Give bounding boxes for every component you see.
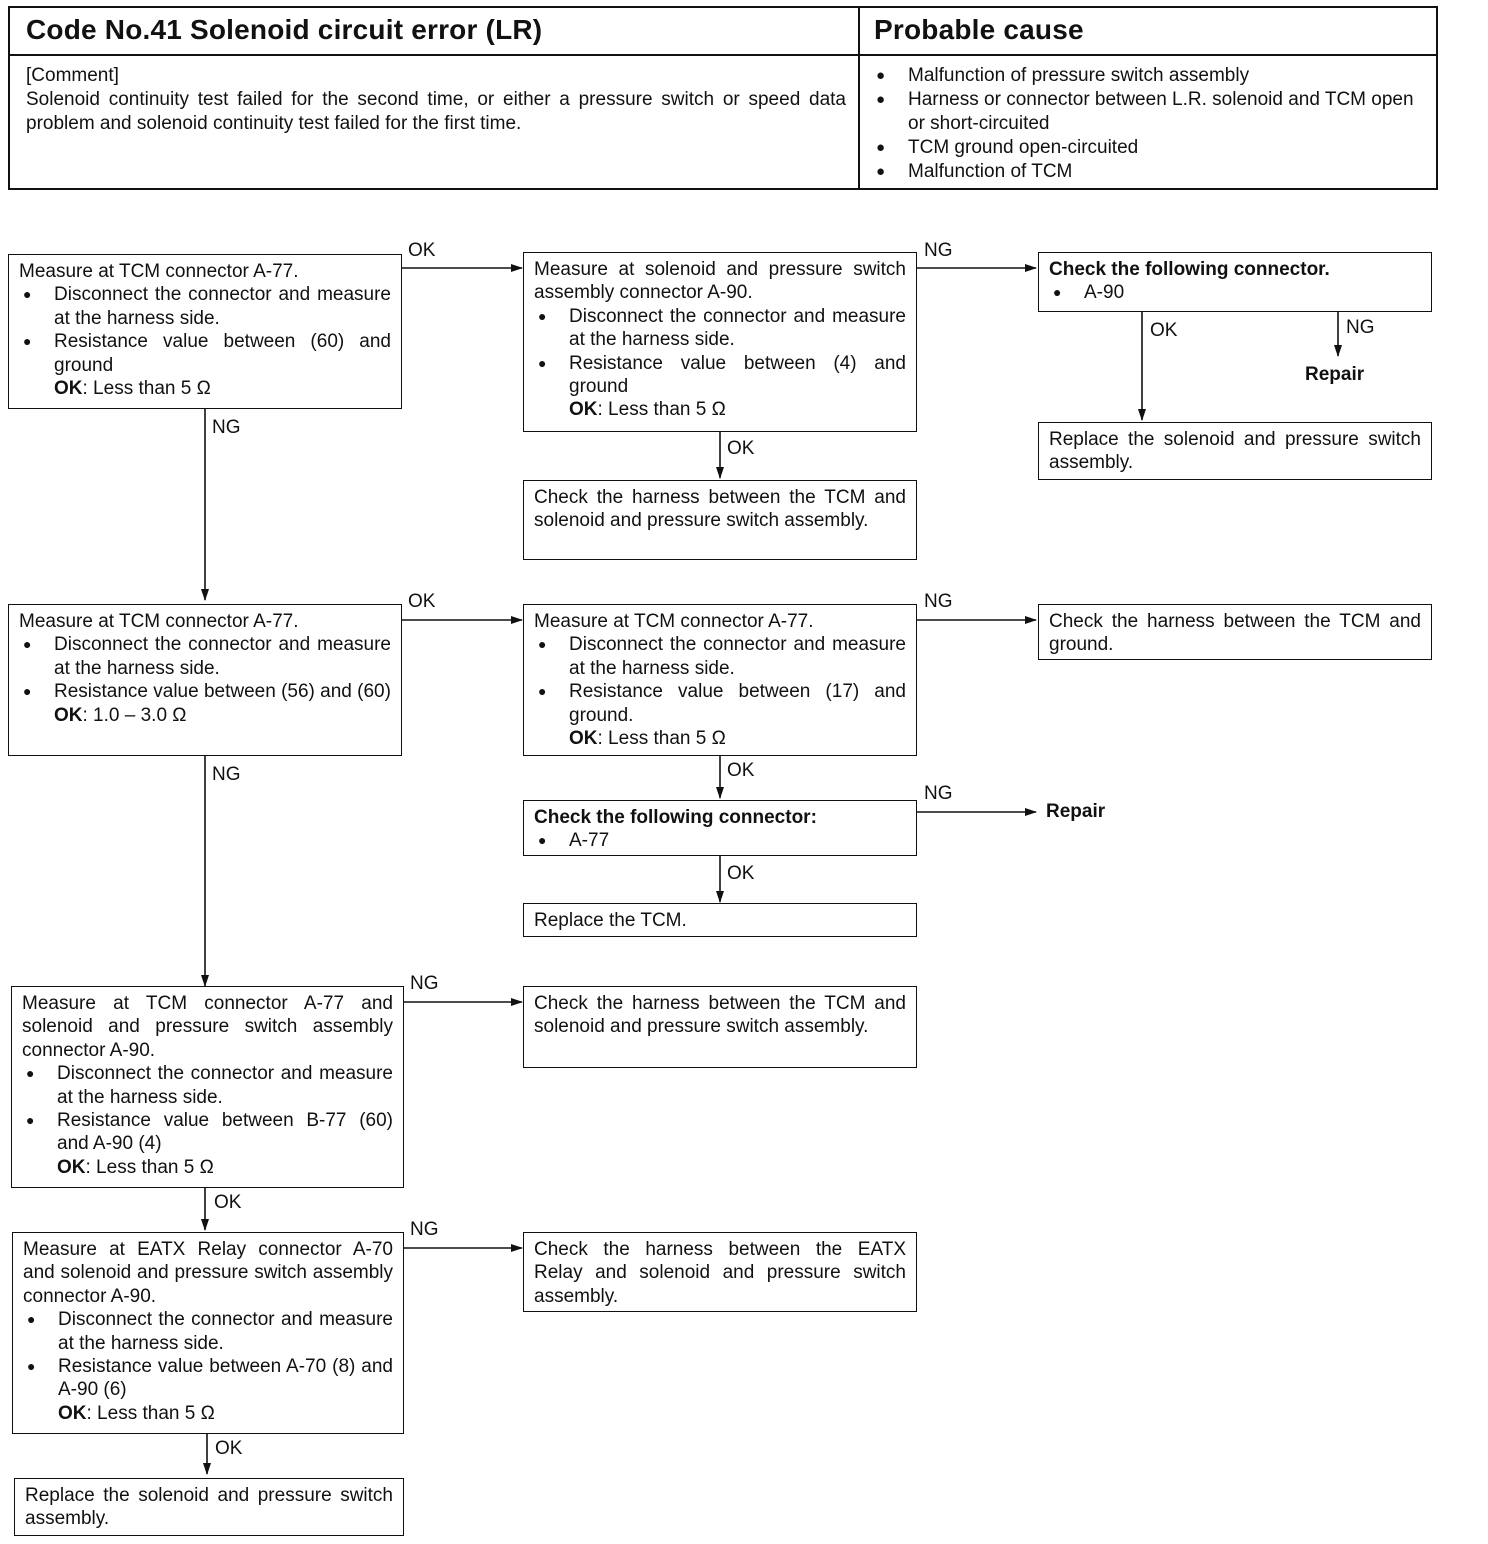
ok-label: OK	[58, 1402, 87, 1424]
probable-cause-list	[872, 64, 1432, 184]
step-bullet: ● Resistance value between (17) and ground.	[534, 680, 906, 727]
step-1-box	[8, 254, 402, 409]
step-bullet: ● A-77	[534, 829, 906, 852]
step-title: Measure at EATX Relay connector A-70 and solenoid and pressure switch assembly connector A-90.	[23, 1239, 393, 1307]
step-title: Measure at TCM connector A-77.	[19, 261, 299, 282]
ok-label: OK	[569, 728, 598, 750]
ok-criterion	[19, 704, 391, 727]
step-bullet: ● Resistance value between A-70 (8) and A-90 (6)	[23, 1355, 393, 1402]
branch-label-ng: NG	[212, 417, 241, 438]
step-13-box	[12, 1232, 404, 1434]
step-3-box	[1038, 252, 1432, 312]
step-text: Check the harness between the TCM and solenoid and pressure switch assembly.	[534, 993, 906, 1038]
step-11-box	[11, 986, 404, 1188]
step-title: Check the following connector.	[1049, 259, 1330, 280]
comment-label: [Comment]	[26, 65, 119, 86]
step-10-box	[523, 903, 917, 937]
step-text: Replace the solenoid and pressure switch assembly.	[25, 1485, 393, 1530]
ok-value: : Less than 5 Ω	[82, 378, 211, 400]
probable-cause-title: Probable cause	[874, 14, 1084, 45]
cause-item: ● Malfunction of pressure switch assembly	[872, 64, 1432, 88]
header-divider-horizontal	[10, 54, 1436, 56]
step-5-box	[523, 480, 917, 560]
branch-label-ok: OK	[215, 1438, 243, 1459]
cause-item: ● Harness or connector between L.R. solenoid and TCM open or short-circuited	[872, 88, 1432, 136]
step-14-box	[523, 1232, 917, 1312]
step-bullet: ● Resistance value between (60) and ground	[19, 330, 391, 377]
step-bullet: ● Disconnect the connector and measure at the harness side.	[534, 305, 906, 352]
step-7-box	[523, 604, 917, 756]
ok-label: OK	[54, 378, 83, 400]
branch-label-ok: OK	[214, 1192, 242, 1213]
step-bullet: ● Disconnect the connector and measure at the harness side.	[19, 633, 391, 680]
branch-label-ok: OK	[727, 863, 755, 884]
ok-label: OK	[569, 399, 598, 421]
ok-criterion	[534, 727, 906, 750]
ok-criterion	[22, 1156, 393, 1179]
ok-label: OK	[54, 704, 83, 726]
cause-item: ● TCM ground open-circuited	[872, 136, 1432, 160]
page-title: Code No.41 Solenoid circuit error (LR)	[26, 14, 543, 45]
step-15-box	[14, 1478, 404, 1536]
ok-value: : 1.0 – 3.0 Ω	[82, 704, 187, 726]
comment-section	[26, 64, 846, 136]
branch-label-ng: NG	[212, 764, 241, 785]
repair-label: Repair	[1046, 801, 1106, 822]
ok-label: OK	[57, 1156, 86, 1178]
cause-item: ● Malfunction of TCM	[872, 160, 1432, 184]
step-4-box	[1038, 422, 1432, 480]
step-bullet: ● Resistance value between B-77 (60) and A-90 (4)	[22, 1109, 393, 1156]
step-text: Replace the solenoid and pressure switch assembly.	[1049, 429, 1421, 474]
ok-value: : Less than 5 Ω	[597, 728, 726, 750]
branch-label-ng: NG	[924, 591, 953, 612]
step-title: Measure at TCM connector A-77.	[534, 611, 814, 632]
branch-label-ok: OK	[727, 438, 755, 459]
comment-text: Solenoid continuity test failed for the second time, or either a pressure switch or speed data problem and solenoid continuity test failed for the first time.	[26, 89, 846, 134]
step-bullet: ● Disconnect the connector and measure at the harness side.	[534, 633, 906, 680]
branch-label-ng: NG	[924, 783, 953, 804]
ok-criterion	[534, 398, 906, 421]
step-title: Measure at TCM connector A-77.	[19, 611, 299, 632]
branch-label-ok: OK	[727, 760, 755, 781]
step-text: Replace the TCM.	[534, 910, 687, 931]
branch-label-ng: NG	[1346, 317, 1375, 338]
step-bullet: ● Resistance value between (56) and (60)	[19, 680, 391, 703]
ok-value: : Less than 5 Ω	[86, 1402, 215, 1424]
step-bullet: ● Disconnect the connector and measure at the harness side.	[22, 1062, 393, 1109]
repair-label: Repair	[1305, 364, 1365, 385]
ok-value: : Less than 5 Ω	[85, 1156, 214, 1178]
branch-label-ok: OK	[408, 591, 436, 612]
step-title: Measure at solenoid and pressure switch assembly connector A-90.	[534, 259, 906, 304]
step-8-box	[1038, 604, 1432, 660]
branch-label-ok: OK	[1150, 320, 1178, 341]
branch-label-ng: NG	[410, 973, 439, 994]
step-text: Check the harness between the TCM and solenoid and pressure switch assembly.	[534, 487, 906, 532]
step-title: Check the following connector:	[534, 807, 817, 828]
step-text: Check the harness between the TCM and ground.	[1049, 611, 1421, 656]
step-2-box	[523, 252, 917, 432]
step-bullet: ● A-90	[1049, 281, 1421, 304]
branch-label-ng: NG	[924, 240, 953, 261]
header-divider-vertical	[858, 8, 860, 188]
step-text: Check the harness between the EATX Relay and solenoid and pressure switch assembly.	[534, 1239, 906, 1307]
step-12-box	[523, 986, 917, 1068]
branch-label-ok: OK	[408, 240, 436, 261]
ok-criterion	[19, 377, 391, 400]
step-title: Measure at TCM connector A-77 and solenoid and pressure switch assembly connector A-90.	[22, 993, 393, 1061]
step-bullet: ● Disconnect the connector and measure at the harness side.	[19, 283, 391, 330]
branch-label-ng: NG	[410, 1219, 439, 1240]
header-table	[8, 6, 1438, 190]
step-bullet: ● Disconnect the connector and measure at the harness side.	[23, 1308, 393, 1355]
step-9-box	[523, 800, 917, 856]
step-6-box	[8, 604, 402, 756]
ok-value: : Less than 5 Ω	[597, 399, 726, 421]
step-bullet: ● Resistance value between (4) and ground	[534, 352, 906, 399]
ok-criterion	[23, 1402, 393, 1425]
